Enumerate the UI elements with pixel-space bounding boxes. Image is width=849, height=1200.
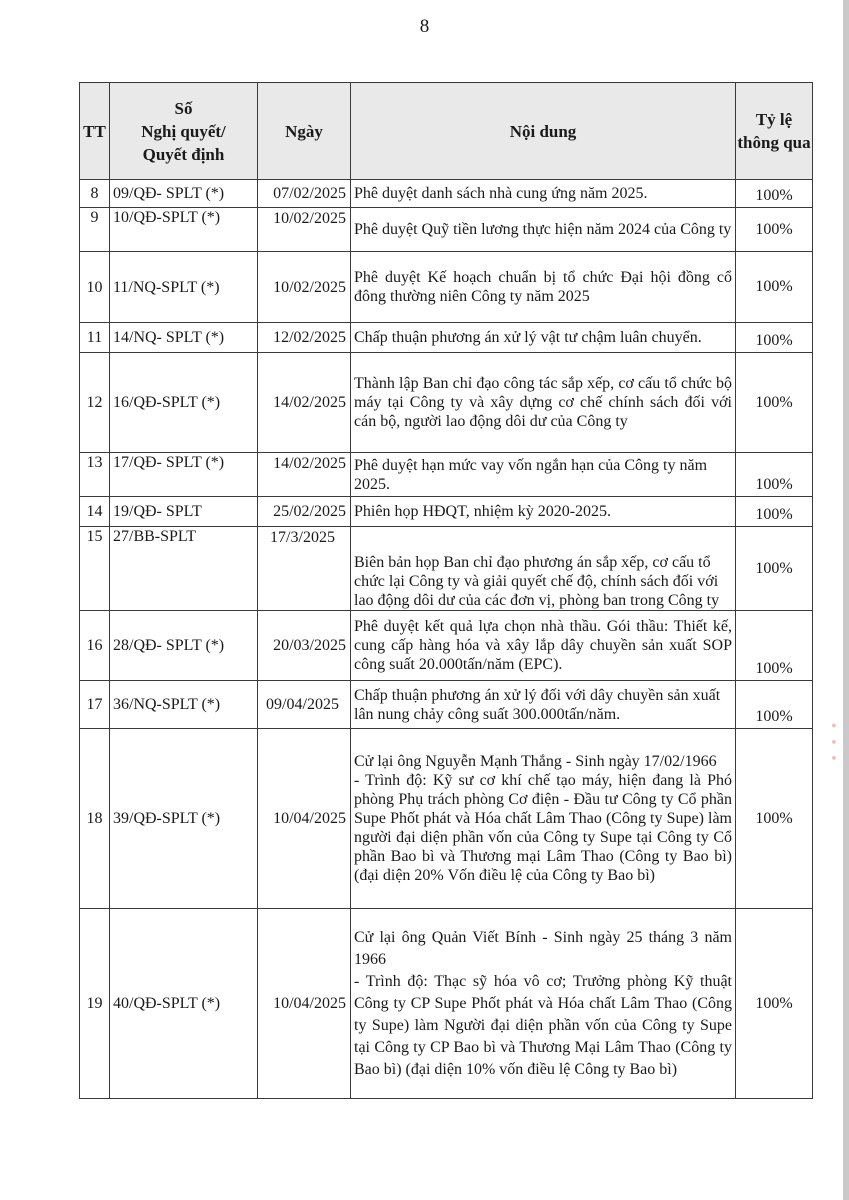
cell-so: 19/QĐ- SPLT [110,497,258,527]
cell-tt: 12 [80,353,110,453]
cell-ngay: 12/02/2025 [258,323,351,353]
table-row [80,681,813,729]
header-noi-dung: Nội dung [351,83,736,180]
red-stamp-mark: ● ● ● [829,720,839,765]
cell-so: 16/QĐ-SPLT (*) [110,353,258,453]
table-row [80,353,813,453]
cell-ty-le: 100% [736,681,813,729]
cell-tt: 15 [80,527,110,611]
cell-tt: 16 [80,611,110,681]
cell-noi-dung: Cử lại ông Nguyễn Mạnh Thắng - Sinh ngày 17/02/1966 - Trình độ: Kỹ sư cơ khí chế tạo máy, hiện đang là Phó phòng Phụ trách phòng Cơ điện - Đầu tư Công ty Cổ phần Supe Phốt phát và Hóa chất Lâm Thao (Công ty Supe) làm người đại diện phần vốn của Công ty Supe tại Công ty Cổ phần Bao bì và Thương mại Lâm Thao (Công ty Bao bì) (đại diện 20% Vốn điều lệ của Công ty Bao bì) [351,729,736,909]
cell-ty-le: 100% [736,353,813,453]
cell-ty-le: 100% [736,453,813,497]
cell-ty-le: 100% [736,208,813,252]
cell-noi-dung: Phê duyệt hạn mức vay vốn ngắn hạn của Công ty năm 2025. [351,453,736,497]
cell-tt: 11 [80,323,110,353]
cell-ngay: 07/02/2025 [258,180,351,208]
cell-noi-dung: Phê duyệt kết quả lựa chọn nhà thầu. Gói thầu: Thiết kế, cung cấp hàng hóa và xây lắp dây chuyền sản xuất SOP công suất 20.000tấn/năm (EPC). [351,611,736,681]
cell-tt: 18 [80,729,110,909]
cell-noi-dung: Chấp thuận phương án xử lý vật tư chậm luân chuyển. [351,323,736,353]
table-row [80,323,813,353]
cell-so: 14/NQ- SPLT (*) [110,323,258,353]
table-row [80,527,813,611]
cell-ngay: 10/02/2025 [258,208,351,252]
cell-so: 28/QĐ- SPLT (*) [110,611,258,681]
resolutions-table [79,82,813,1099]
cell-ty-le: 100% [736,611,813,681]
scan-edge-shadow [843,0,849,1200]
cell-ngay: 10/02/2025 [258,252,351,323]
cell-so: 17/QĐ- SPLT (*) [110,453,258,497]
cell-so: 39/QĐ-SPLT (*) [110,729,258,909]
table-row [80,611,813,681]
table-row [80,909,813,1099]
cell-ngay: 10/04/2025 [258,909,351,1099]
cell-ngay: 20/03/2025 [258,611,351,681]
cell-noi-dung: Phiên họp HĐQT, nhiệm kỳ 2020-2025. [351,497,736,527]
header-so: Số Nghị quyết/ Quyết định [110,83,258,180]
cell-tt: 13 [80,453,110,497]
table-row [80,252,813,323]
header-tt: TT [80,83,110,180]
page-number: 8 [419,16,430,37]
cell-noi-dung: Cử lại ông Quản Viết Bính - Sinh ngày 25 tháng 3 năm 1966 - Trình độ: Thạc sỹ hóa vô cơ; Trưởng phòng Kỹ thuật Công ty CP Supe Phốt phát và Hóa chất Lâm Thao (Công ty Supe) làm Người đại diện phần vốn của Công ty Supe tại Công ty CP Bao bì và Thương Mại Lâm Thao (Công ty Bao bì) (đại diện 10% vốn điều lệ Công ty Bao bì) [351,909,736,1099]
cell-ty-le: 100% [736,497,813,527]
cell-noi-dung: Phê duyệt danh sách nhà cung ứng năm 2025. [351,180,736,208]
cell-ngay: 10/04/2025 [258,729,351,909]
cell-noi-dung: Phê duyệt Quỹ tiền lương thực hiện năm 2024 của Công ty [351,208,736,252]
cell-ty-le: 100% [736,252,813,323]
table-row [80,453,813,497]
cell-so: 10/QĐ-SPLT (*) [110,208,258,252]
cell-tt: 14 [80,497,110,527]
cell-noi-dung: Thành lập Ban chỉ đạo công tác sắp xếp, cơ cấu tổ chức bộ máy tại Công ty và xây dựng cơ chế chính sách đối với cán bộ, người lao động dôi dư của Công ty [351,353,736,453]
cell-so: 11/NQ-SPLT (*) [110,252,258,323]
cell-ty-le: 100% [736,323,813,353]
table-row [80,208,813,252]
cell-so: 40/QĐ-SPLT (*) [110,909,258,1099]
cell-noi-dung: Phê duyệt Kế hoạch chuẩn bị tổ chức Đại hội đồng cổ đông thường niên Công ty năm 2025 [351,252,736,323]
cell-ngay: 09/04/2025 [258,681,351,729]
table-header-row [80,83,813,180]
cell-tt: 9 [80,208,110,252]
cell-so: 36/NQ-SPLT (*) [110,681,258,729]
cell-ngay: 25/02/2025 [258,497,351,527]
cell-tt: 10 [80,252,110,323]
cell-noi-dung: Biên bản họp Ban chỉ đạo phương án sắp xếp, cơ cấu tổ chức lại Công ty và giải quyết chế độ, chính sách đối với lao động dôi dư của các đơn vị, phòng ban trong Công ty [351,527,736,611]
table-row [80,497,813,527]
cell-ngay: 14/02/2025 [258,353,351,453]
table-row [80,729,813,909]
cell-ngay: 14/02/2025 [258,453,351,497]
cell-ngay: 17/3/2025 [258,527,351,611]
cell-tt: 17 [80,681,110,729]
cell-so: 09/QĐ- SPLT (*) [110,180,258,208]
cell-ty-le: 100% [736,909,813,1099]
table-row [80,180,813,208]
cell-tt: 8 [80,180,110,208]
cell-ty-le: 100% [736,180,813,208]
cell-tt: 19 [80,909,110,1099]
header-ty-le: Tỷ lệ thông qua [736,83,813,180]
cell-ty-le: 100% [736,527,813,611]
header-ngay: Ngày [258,83,351,180]
cell-so: 27/BB-SPLT [110,527,258,611]
cell-noi-dung: Chấp thuận phương án xử lý đối với dây chuyền sản xuất lân nung chảy công suất 300.000tấn/năm. [351,681,736,729]
cell-ty-le: 100% [736,729,813,909]
